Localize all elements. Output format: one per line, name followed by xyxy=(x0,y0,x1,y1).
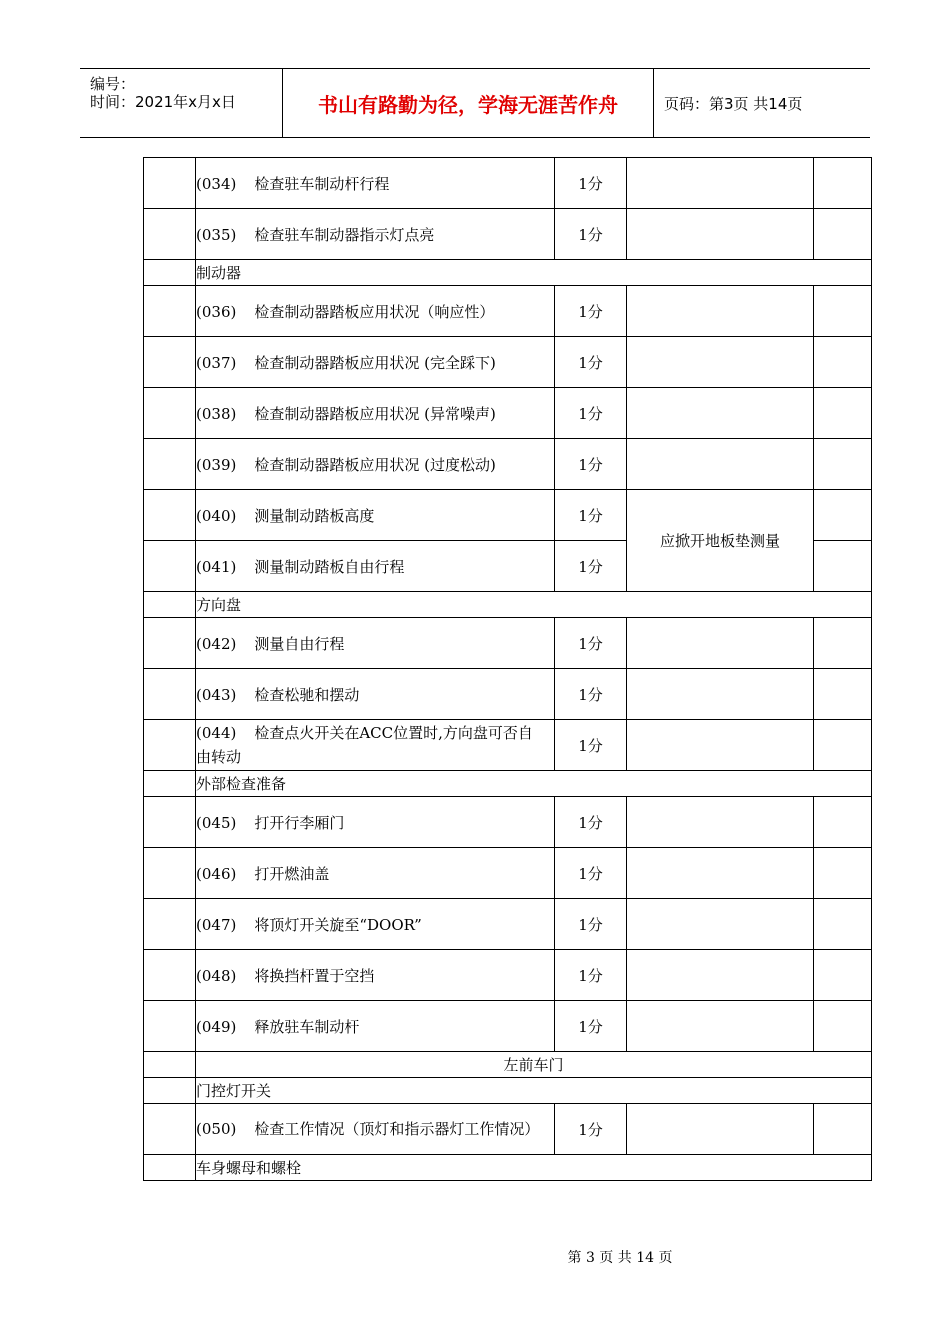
item-code: (048) xyxy=(196,966,237,985)
check-cell xyxy=(814,286,872,337)
blank-cell xyxy=(144,720,196,771)
header-page xyxy=(654,69,870,137)
note-cell xyxy=(627,1001,814,1052)
section-title: 左前车门 xyxy=(196,1052,872,1078)
table-row xyxy=(144,286,872,337)
item-code: (036) xyxy=(196,302,237,321)
note-cell xyxy=(627,618,814,669)
check-cell xyxy=(814,439,872,490)
item-score: 1分 xyxy=(555,669,627,720)
item-score: 1分 xyxy=(555,158,627,209)
note-cell xyxy=(627,669,814,720)
page-footer xyxy=(0,1247,950,1267)
item-code: (046) xyxy=(196,864,237,883)
item-code: (049) xyxy=(196,1017,237,1036)
section-title: 车身螺母和螺栓 xyxy=(196,1155,872,1181)
note-cell xyxy=(627,158,814,209)
note-cell xyxy=(627,720,814,771)
section-title: 外部检查准备 xyxy=(196,771,872,797)
note-cell xyxy=(627,209,814,260)
table-row xyxy=(144,848,872,899)
item-code: (035) xyxy=(196,225,237,244)
item-description xyxy=(196,388,555,439)
item-code: (047) xyxy=(196,915,237,934)
check-cell xyxy=(814,720,872,771)
item-code: (040) xyxy=(196,506,237,525)
blank-cell xyxy=(144,1078,196,1104)
check-cell xyxy=(814,848,872,899)
item-score: 1分 xyxy=(555,797,627,848)
section-row xyxy=(144,260,872,286)
blank-cell xyxy=(144,950,196,1001)
item-text: 检查制动器踏板应用状况（响应性） xyxy=(254,302,495,321)
item-code: (043) xyxy=(196,685,237,704)
item-text: 释放驻车制动杆 xyxy=(254,1017,360,1036)
item-score: 1分 xyxy=(555,337,627,388)
note-cell xyxy=(627,388,814,439)
check-cell xyxy=(814,899,872,950)
item-description xyxy=(196,1001,555,1052)
item-description xyxy=(196,1104,555,1155)
item-description xyxy=(196,337,555,388)
blank-cell xyxy=(144,1052,196,1078)
table-row xyxy=(144,1104,872,1155)
table-row xyxy=(144,720,872,771)
blank-cell xyxy=(144,848,196,899)
item-text: 检查点火开关在ACC位置时,方向盘可否自由转动 xyxy=(196,724,533,766)
note-cell xyxy=(627,899,814,950)
item-score: 1分 xyxy=(555,899,627,950)
item-text: 检查驻车制动杆行程 xyxy=(254,174,390,193)
blank-cell xyxy=(144,899,196,950)
item-description xyxy=(196,541,555,592)
page-label: 页码：第3页 共14页 xyxy=(664,94,803,113)
blank-cell xyxy=(144,337,196,388)
table-row xyxy=(144,1001,872,1052)
item-description xyxy=(196,618,555,669)
blank-cell xyxy=(144,771,196,797)
blank-cell xyxy=(144,490,196,541)
table-row xyxy=(144,388,872,439)
blank-cell xyxy=(144,1001,196,1052)
item-text: 测量制动踏板自由行程 xyxy=(254,557,405,576)
merged-note: 应掀开地板垫测量 xyxy=(627,490,814,592)
check-cell xyxy=(814,669,872,720)
section-title: 门控灯开关 xyxy=(196,1078,872,1104)
section-row xyxy=(144,1052,872,1078)
page-header xyxy=(80,68,870,138)
check-cell xyxy=(814,158,872,209)
item-code: (041) xyxy=(196,557,237,576)
inspection-table xyxy=(143,157,872,1181)
motto-text: 书山有路勤为径，学海无涯苦作舟 xyxy=(318,92,618,117)
section-row xyxy=(144,1155,872,1181)
footer-page-number: 第 3 页 共 14 页 xyxy=(567,1250,673,1266)
blank-cell xyxy=(144,669,196,720)
item-text: 检查制动器踏板应用状况 (异常噪声) xyxy=(254,404,496,423)
check-cell xyxy=(814,950,872,1001)
item-description xyxy=(196,899,555,950)
table-row xyxy=(144,797,872,848)
item-text: 检查制动器踏板应用状况 (完全踩下) xyxy=(254,353,496,372)
item-text: 测量制动踏板高度 xyxy=(254,506,375,525)
table-row xyxy=(144,950,872,1001)
section-row xyxy=(144,771,872,797)
note-cell xyxy=(627,1104,814,1155)
note-cell xyxy=(627,439,814,490)
blank-cell xyxy=(144,439,196,490)
item-description xyxy=(196,439,555,490)
item-text: 打开行李厢门 xyxy=(254,813,345,832)
check-cell xyxy=(814,490,872,541)
item-description xyxy=(196,797,555,848)
item-score: 1分 xyxy=(555,618,627,669)
blank-cell xyxy=(144,260,196,286)
blank-cell xyxy=(144,1155,196,1181)
item-text: 将换挡杆置于空挡 xyxy=(254,966,375,985)
section-title: 制动器 xyxy=(196,260,872,286)
check-cell xyxy=(814,618,872,669)
check-cell xyxy=(814,797,872,848)
item-code: (042) xyxy=(196,634,237,653)
table-row xyxy=(144,209,872,260)
check-cell xyxy=(814,209,872,260)
item-description xyxy=(196,950,555,1001)
item-text: 将顶灯开关旋至“DOOR” xyxy=(254,915,422,934)
item-score: 1分 xyxy=(555,848,627,899)
item-description xyxy=(196,158,555,209)
blank-cell xyxy=(144,797,196,848)
check-cell xyxy=(814,388,872,439)
item-code: (050) xyxy=(196,1120,237,1138)
table-row xyxy=(144,669,872,720)
section-title: 方向盘 xyxy=(196,592,872,618)
time-label: 时间：2021年x月x日 xyxy=(90,93,236,111)
check-cell xyxy=(814,541,872,592)
note-cell xyxy=(627,950,814,1001)
item-text: 检查驻车制动器指示灯点亮 xyxy=(254,225,435,244)
item-text: 检查制动器踏板应用状况 (过度松动) xyxy=(254,455,496,474)
table-row xyxy=(144,439,872,490)
item-score: 1分 xyxy=(555,209,627,260)
item-score: 1分 xyxy=(555,439,627,490)
item-description xyxy=(196,848,555,899)
item-score: 1分 xyxy=(555,490,627,541)
item-score: 1分 xyxy=(555,720,627,771)
table-row xyxy=(144,899,872,950)
item-text: 检查工作情况（顶灯和指示器灯工作情况） xyxy=(254,1120,540,1138)
item-description xyxy=(196,669,555,720)
blank-cell xyxy=(144,158,196,209)
item-code: (045) xyxy=(196,813,237,832)
number-label: 编号： xyxy=(90,75,136,93)
item-code: (037) xyxy=(196,353,237,372)
table-row xyxy=(144,618,872,669)
item-code: (038) xyxy=(196,404,237,423)
note-cell xyxy=(627,286,814,337)
item-score: 1分 xyxy=(555,541,627,592)
item-score: 1分 xyxy=(555,950,627,1001)
note-cell xyxy=(627,848,814,899)
note-cell xyxy=(627,797,814,848)
check-cell xyxy=(814,1104,872,1155)
item-code: (039) xyxy=(196,455,237,474)
item-description xyxy=(196,286,555,337)
header-meta xyxy=(80,69,283,137)
note-cell xyxy=(627,337,814,388)
blank-cell xyxy=(144,541,196,592)
item-score: 1分 xyxy=(555,1001,627,1052)
blank-cell xyxy=(144,286,196,337)
table-row xyxy=(144,337,872,388)
item-text: 检查松驰和摆动 xyxy=(254,685,360,704)
item-score: 1分 xyxy=(555,286,627,337)
check-cell xyxy=(814,1001,872,1052)
section-row xyxy=(144,592,872,618)
item-score: 1分 xyxy=(555,1104,627,1155)
section-row xyxy=(144,1078,872,1104)
blank-cell xyxy=(144,592,196,618)
item-text: 测量自由行程 xyxy=(254,634,345,653)
table-row xyxy=(144,490,872,541)
item-score: 1分 xyxy=(555,388,627,439)
blank-cell xyxy=(144,209,196,260)
header-motto xyxy=(283,69,654,137)
table-row xyxy=(144,158,872,209)
item-text: 打开燃油盖 xyxy=(254,864,330,883)
item-description xyxy=(196,490,555,541)
blank-cell xyxy=(144,1104,196,1155)
item-code: (044) xyxy=(196,724,237,742)
check-cell xyxy=(814,337,872,388)
item-description xyxy=(196,209,555,260)
item-description xyxy=(196,720,555,771)
blank-cell xyxy=(144,388,196,439)
blank-cell xyxy=(144,618,196,669)
item-code: (034) xyxy=(196,174,237,193)
